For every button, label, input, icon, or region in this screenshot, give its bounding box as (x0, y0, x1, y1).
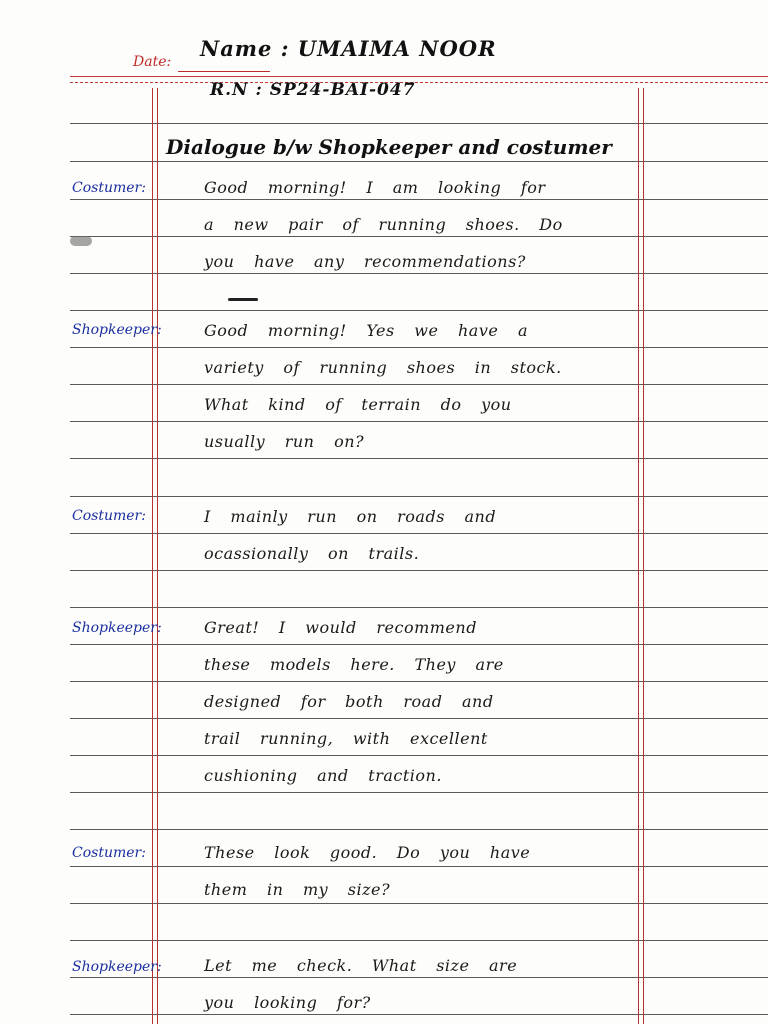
ruled-line (70, 903, 768, 904)
ruled-line (70, 977, 768, 978)
dialogue-line: What kind of terrain do you (204, 395, 512, 414)
roll-number: R.N : SP24-BAI-047 (210, 80, 416, 100)
speaker-label: Shopkeeper: (72, 620, 162, 636)
dialogue-line: Good morning! Yes we have a (204, 321, 528, 340)
page-title: Dialogue b/w Shopkeeper and costumer (166, 135, 612, 159)
speaker-label: Costumer: (72, 180, 146, 196)
speaker-label: Shopkeeper: (72, 322, 162, 338)
ruled-line (70, 123, 768, 124)
dialogue-line: these models here. They are (204, 655, 504, 674)
ruled-line (70, 199, 768, 200)
ruled-line (70, 458, 768, 459)
ruled-line (70, 384, 768, 385)
ruled-line (70, 310, 768, 311)
dialogue-line: Great! I would recommend (204, 618, 477, 637)
speaker-label: Costumer: (72, 508, 146, 524)
ruled-line (70, 755, 768, 756)
dialogue-line: designed for both road and (204, 692, 494, 711)
dialogue-line: These look good. Do you have (204, 843, 531, 862)
ruled-line (70, 792, 768, 793)
ruled-line (70, 236, 768, 237)
dialogue-line: variety of running shoes in stock. (204, 358, 562, 377)
header-rule (70, 76, 768, 77)
left-margin-line (157, 88, 158, 1024)
dialogue-line: cushioning and traction. (204, 766, 442, 785)
date-label: Date: (133, 54, 172, 70)
dialogue-line: a new pair of running shoes. Do (204, 215, 563, 234)
speaker-label: Shopkeeper: (72, 959, 162, 975)
ink-dash-mark (228, 298, 258, 301)
ruled-line (70, 866, 768, 867)
date-underline (178, 71, 270, 72)
ruled-line (70, 273, 768, 274)
ruled-line (70, 496, 768, 497)
right-margin-line (638, 88, 639, 1024)
ruled-line (70, 829, 768, 830)
dialogue-line: usually run on? (204, 432, 365, 451)
ruled-line (70, 570, 768, 571)
ruled-line (70, 347, 768, 348)
header-rule-dashed (70, 82, 768, 83)
ruled-line (70, 421, 768, 422)
dialogue-line: ocassionally on trails. (204, 544, 420, 563)
dialogue-line: Good morning! I am looking for (204, 178, 546, 197)
dialogue-line: trail running, with excellent (204, 729, 488, 748)
dialogue-line: you have any recommendations? (204, 252, 526, 271)
dialogue-line: I mainly run on roads and (204, 507, 497, 526)
speaker-label: Costumer: (72, 845, 146, 861)
student-name: Name : UMAIMA NOOR (200, 36, 497, 61)
right-margin-line (643, 88, 644, 1024)
ruled-line (70, 1014, 768, 1015)
ruled-line (70, 940, 768, 941)
dialogue-line: them in my size? (204, 880, 391, 899)
ruled-line (70, 161, 768, 162)
dialogue-line: you looking for? (204, 993, 371, 1012)
ruled-line (70, 644, 768, 645)
dialogue-line: Let me check. What size are (204, 956, 518, 975)
left-margin-line (152, 88, 153, 1024)
ruled-line (70, 681, 768, 682)
ruled-line (70, 718, 768, 719)
ink-smudge (70, 236, 92, 246)
ruled-line (70, 607, 768, 608)
ruled-line (70, 533, 768, 534)
